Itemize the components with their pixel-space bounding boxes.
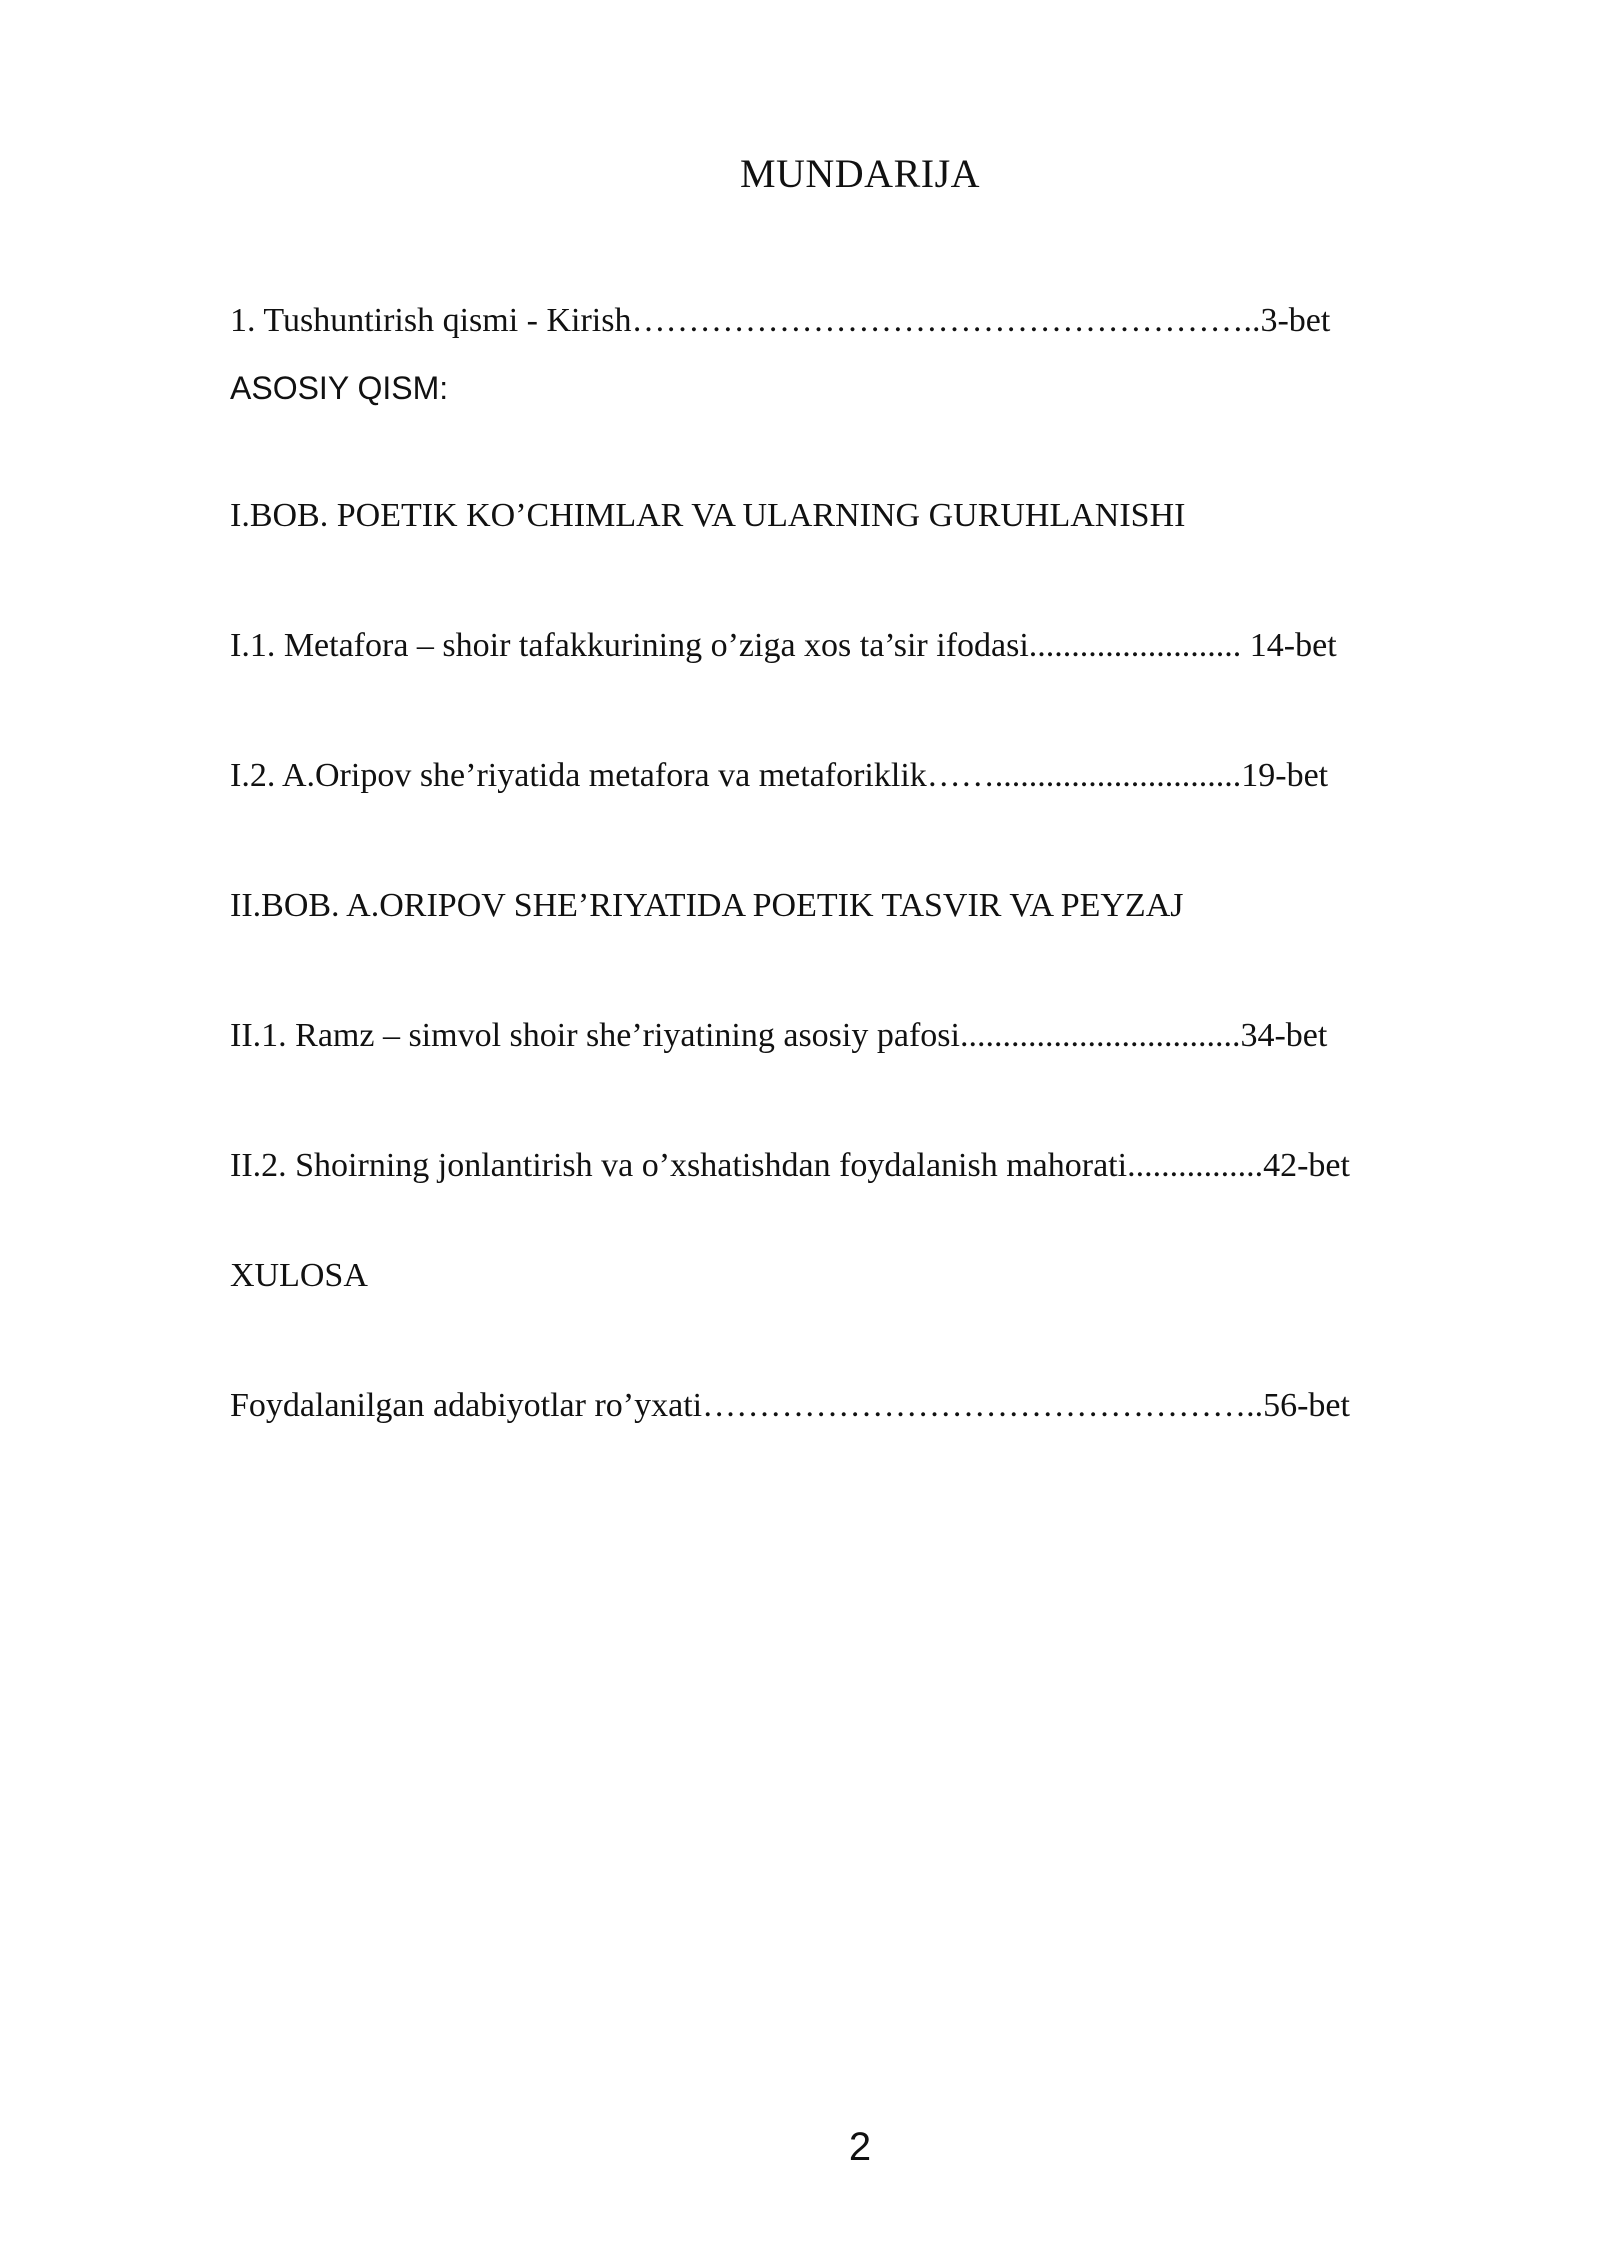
page-title: MUNDARIJA [739,151,981,196]
toc-chapter-1: I.BOB. POETIK KO’CHIMLAR VA ULARNING GURUHLANISHI [230,497,1186,534]
toc-entry-2-1: II.1. Ramz – simvol shoir she’riyatining asosiy pafosi.................................34-bet [230,1017,1328,1054]
toc-entry-1-2: I.2. A.Oripov she’riyatida metafora va metaforiklik…….............................19-bet [230,757,1329,794]
toc-chapter-2: II.BOB. A.ORIPOV SHE’RIYATIDA POETIK TASVIR VA PEYZAJ [230,887,1184,924]
toc-section-asosiy-qism: ASOSIY QISM: [230,370,449,406]
toc-entry-kirish: 1. Tushuntirish qismi - Kirish………………………………………………..3-bet [230,302,1331,339]
toc-entry-1-1: I.1. Metafora – shoir tafakkurining o’ziga xos ta’sir ifodasi......................... 14-bet [230,627,1337,664]
toc-entry-adabiyotlar: Foydalanilgan adabiyotlar ro’yxati…………………………………………..56-bet [230,1387,1350,1424]
page-number: 2 [848,2125,872,2169]
toc-section-xulosa: XULOSA [230,1257,368,1294]
toc-entry-2-2: II.2. Shoirning jonlantirish va o’xshatishdan foydalanish mahorati................42-bet [230,1147,1350,1184]
